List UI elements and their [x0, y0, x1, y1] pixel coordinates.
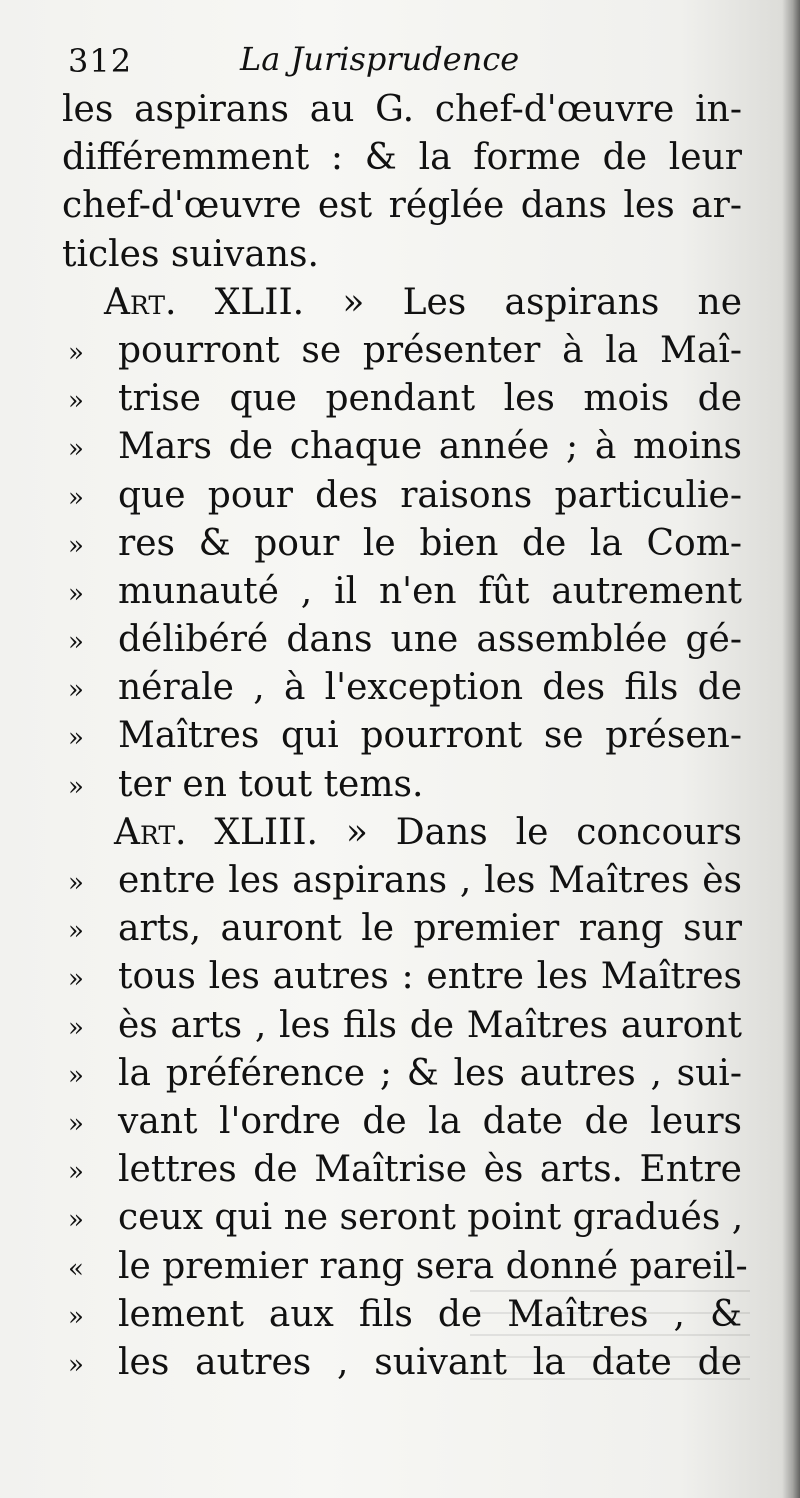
quote-mark-alt: «	[68, 1253, 83, 1284]
quote-mark: »	[68, 723, 83, 754]
quote-mark: »	[68, 1301, 83, 1332]
line-text: lettres de Maîtrise ès arts. Entre	[118, 1149, 742, 1191]
quote-mark: »	[68, 868, 83, 898]
article-43-first-line: » Dans le concours	[345, 811, 742, 853]
line-text: entre les aspirans , les Maîtres ès	[118, 860, 742, 901]
quote-mark: »	[68, 482, 83, 513]
quoted-line	[62, 905, 742, 953]
quoted-line	[62, 1243, 748, 1291]
text-line: différemment : & la forme de leur	[62, 137, 742, 179]
quoted-line	[62, 953, 742, 1001]
quoted-line	[62, 327, 742, 375]
line-text: ès arts , les fils de Maîtres auront	[118, 1004, 742, 1046]
quoted-line	[62, 1339, 742, 1387]
page-number: 312	[68, 42, 133, 80]
quote-mark: »	[68, 675, 83, 706]
line-text: vant l'ordre de la date de leurs	[118, 1100, 742, 1142]
article-42-heading-line	[62, 279, 742, 327]
quoted-line	[62, 1291, 742, 1339]
quote-mark: »	[68, 434, 83, 465]
line-text: arts, auront le premier rang sur	[118, 908, 742, 950]
line-text: Maîtres qui pourront se présen-	[118, 715, 742, 757]
line-text: les autres , suivant la date de	[118, 1341, 742, 1383]
quote-mark: »	[68, 1060, 83, 1091]
line-text: le premier rang sera donné pareil-	[118, 1245, 748, 1287]
line-text: Mars de chaque année ; à moins	[118, 426, 742, 468]
quote-mark: »	[68, 1157, 83, 1188]
text-line: les aspirans au G. chef-d'œuvre in-	[62, 89, 742, 130]
text-line: ticles suivans.	[62, 233, 319, 275]
quote-mark: »	[68, 578, 83, 609]
line-text: res & pour le bien de la Com-	[118, 522, 742, 564]
quoted-line	[62, 857, 742, 905]
quote-mark: »	[68, 1012, 83, 1043]
page-header	[68, 38, 748, 88]
quoted-line	[62, 1050, 742, 1098]
quote-mark: »	[68, 1108, 83, 1139]
line-text: pourront se présenter à la Maî-	[118, 329, 742, 371]
quote-mark: »	[68, 530, 83, 561]
quoted-line	[62, 712, 742, 760]
quoted-line	[62, 761, 742, 809]
quoted-line	[62, 472, 742, 520]
line-text: tous les autres : entre les Maîtres	[118, 956, 742, 998]
article-43-label: Art. XLIII.	[114, 811, 318, 853]
line-text: trise que pendant les mois de	[118, 378, 742, 420]
line-text: nérale , à l'exception des fils de	[118, 667, 742, 709]
quote-mark: »	[68, 771, 83, 802]
article-42-first-line: » Les aspirans ne	[342, 281, 743, 323]
quote-mark: »	[68, 964, 83, 995]
line-text: que pour des raisons particulie-	[118, 474, 742, 516]
page-text	[62, 86, 748, 1387]
quoted-line	[62, 664, 742, 712]
quoted-line	[62, 616, 742, 664]
quoted-line	[62, 375, 742, 423]
quote-mark: »	[68, 627, 83, 658]
page-edge-shadow	[782, 0, 800, 1498]
line-text: délibéré dans une assemblée gé-	[118, 619, 742, 661]
quote-mark: »	[68, 1349, 83, 1380]
quoted-line	[62, 423, 742, 471]
line-text: la préférence ; & les autres , sui-	[118, 1052, 742, 1094]
quoted-line	[62, 1146, 742, 1194]
line-text: ter en tout tems.	[118, 763, 424, 805]
quoted-line	[62, 520, 742, 568]
quoted-line	[62, 568, 742, 616]
line-text: lement aux fils de Maîtres , &	[118, 1293, 742, 1335]
quote-mark: »	[68, 1205, 83, 1236]
article-43-heading-line	[62, 809, 742, 857]
quote-mark: »	[68, 337, 83, 368]
quote-mark: »	[68, 386, 83, 417]
line-text: ceux qui ne seront point gradués ,	[118, 1197, 744, 1239]
text-line: chef-d'œuvre est réglée dans les ar-	[62, 185, 742, 227]
line-text: munauté , il n'en fût autrement	[118, 570, 742, 612]
quoted-line	[62, 1002, 742, 1050]
quoted-line	[62, 1194, 742, 1242]
quote-mark: »	[68, 916, 83, 947]
running-title: La Jurisprudence	[240, 40, 520, 78]
article-42-label: Art. XLII.	[104, 281, 305, 323]
quoted-line	[62, 1098, 742, 1146]
